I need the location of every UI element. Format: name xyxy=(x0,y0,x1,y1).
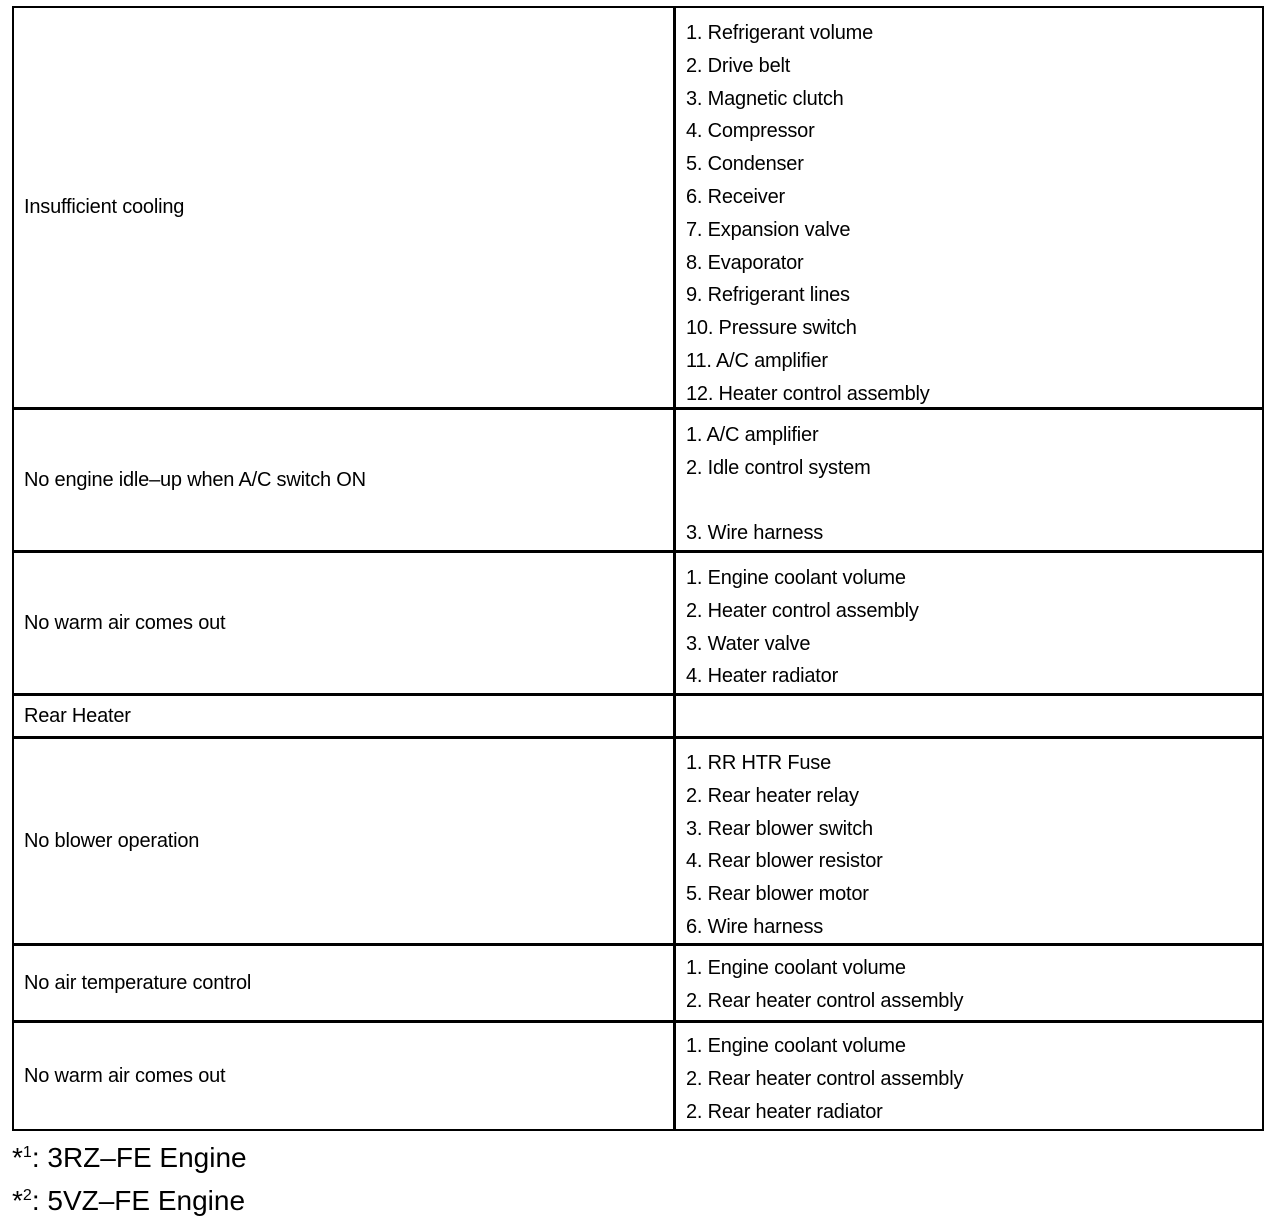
list-item: 11. A/C amplifier xyxy=(686,349,828,372)
symptom-cell: No warm air comes out xyxy=(14,553,676,693)
troubleshooting-table xyxy=(12,6,1264,1131)
section-heading-cell: Rear Heater xyxy=(14,696,676,736)
parts-cell xyxy=(676,739,1262,943)
list-item: 6. Wire harness xyxy=(686,915,824,938)
list-item: 6. Receiver xyxy=(686,185,785,208)
list-item: 2. Rear heater relay xyxy=(686,784,859,807)
list-item: 4. Compressor xyxy=(686,120,815,143)
list-item: 3. Rear blower switch xyxy=(686,817,873,840)
list-item: 3. Water valve xyxy=(686,632,811,655)
list-item: 2. Rear heater control assembly xyxy=(686,1067,964,1090)
symptom-cell: No blower operation xyxy=(14,739,676,943)
table-row xyxy=(14,410,1262,553)
symptom-cell: No air temperature control xyxy=(14,946,676,1020)
list-item: 5. Rear blower motor xyxy=(686,883,869,906)
list-item: 4. Rear blower resistor xyxy=(686,850,883,873)
list-item: 3. Wire harness xyxy=(686,522,824,545)
parts-cell xyxy=(676,696,1262,736)
list-item: 2. Heater control assembly xyxy=(686,599,919,622)
list-item: 2. Rear heater radiator xyxy=(686,1100,883,1123)
list-item: 12. Heater control assembly xyxy=(686,382,930,405)
list-item: 8. Evaporator xyxy=(686,251,804,274)
list-item: 10. Pressure switch xyxy=(686,317,857,340)
list-item: 1. Engine coolant volume xyxy=(686,957,906,979)
table-row xyxy=(14,553,1262,696)
symptom-cell: Insufficient cooling xyxy=(14,8,676,407)
footnotes xyxy=(12,1134,247,1220)
list-item: 5. Condenser xyxy=(686,153,804,176)
list-item: 3. Magnetic clutch xyxy=(686,87,844,110)
table-row xyxy=(14,8,1262,410)
list-item: 2. Drive belt xyxy=(686,54,791,77)
list-item: 2. Idle control system xyxy=(686,456,871,479)
list-item: 9. Refrigerant lines xyxy=(686,284,850,307)
list-item: 4. Heater radiator xyxy=(686,665,839,688)
list-item: 1. Refrigerant volume xyxy=(686,22,874,44)
list-item: 1. RR HTR Fuse xyxy=(686,752,832,774)
symptom-cell: No engine idle–up when A/C switch ON xyxy=(14,410,676,550)
parts-cell xyxy=(676,1023,1262,1129)
list-item: 1. Engine coolant volume xyxy=(686,567,906,589)
list-item: 7. Expansion valve xyxy=(686,218,851,241)
parts-cell xyxy=(676,8,1262,407)
symptom-cell: No warm air comes out xyxy=(14,1023,676,1129)
footnote: *$^2$: 5VZ–FE Engine xyxy=(12,1185,246,1216)
parts-cell xyxy=(676,410,1262,550)
parts-cell xyxy=(676,946,1262,1020)
table-row xyxy=(14,946,1262,1023)
list-item xyxy=(686,485,1262,518)
list-item: 1. Engine coolant volume xyxy=(686,1035,906,1057)
list-item: 1. A/C amplifier xyxy=(686,424,819,446)
list-item: 2. Rear heater control assembly xyxy=(686,989,964,1012)
footnote: *$^1$: 3RZ–FE Engine xyxy=(12,1142,247,1173)
table-row xyxy=(14,739,1262,946)
table-row xyxy=(14,1023,1262,1129)
parts-cell xyxy=(676,553,1262,693)
table-row xyxy=(14,696,1262,739)
